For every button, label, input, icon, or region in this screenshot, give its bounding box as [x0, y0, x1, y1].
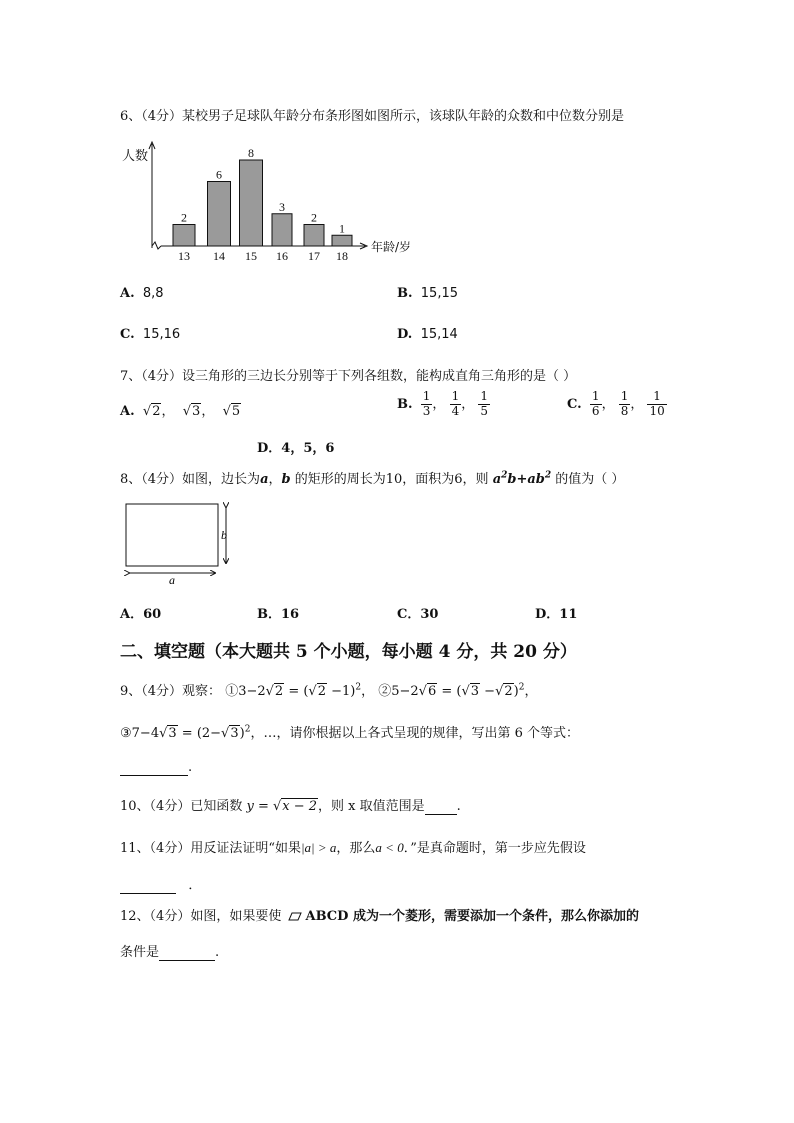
bar-17 — [304, 225, 324, 247]
q7-c-fraction-2: $\frac{1}{8}$ — [620, 389, 629, 418]
q12-condition-label: 条件是 — [120, 945, 160, 960]
q6-number: 6、（4分） — [120, 109, 183, 124]
q11-blank[interactable] — [120, 878, 176, 894]
q7-option-c[interactable]: C. $\frac{1}{6}$ ， $\frac{1}{8}$ ， $\frac{1}{10}$ — [567, 389, 665, 418]
q8-text-3: 的值为（ ） — [551, 472, 625, 487]
q9-observe: 观察： — [182, 684, 222, 699]
bar-value-label: 6 — [216, 167, 222, 182]
q7-a-radicand-3: 5 — [231, 404, 241, 419]
bar-18 — [332, 235, 352, 246]
q6-option-b-label: B. — [397, 286, 413, 301]
q7-option-a-label: A. — [120, 404, 135, 419]
age-bar-chart — [120, 138, 420, 266]
q8-option-a[interactable]: A．60 — [120, 607, 162, 622]
q7-a-radicand-1: 2 — [152, 404, 161, 419]
bar-value-label: 2 — [181, 210, 187, 225]
q9-blank[interactable] — [120, 760, 188, 776]
q6-stem — [120, 105, 624, 124]
q9-number: 9、（4分） — [120, 684, 183, 699]
x-tick-label: 14 — [213, 249, 225, 263]
rectangle-figure — [120, 498, 240, 588]
q7-c-fraction-1: $\frac{1}{6}$ — [591, 389, 600, 418]
q10-end: . — [456, 799, 461, 814]
q6-option-c-label: C. — [120, 327, 135, 342]
q7-text: 设三角形的三边长分别等于下列各组数，能构成直角三角形的是（ ） — [182, 369, 577, 384]
q7-option-d[interactable]: D．4，5，6 — [257, 441, 335, 456]
q10-function: y = √x − 2 — [246, 799, 318, 814]
q8-option-c[interactable]: C．30 — [397, 607, 439, 622]
q10-text-2: ，则 x 取值范围是 — [318, 799, 425, 814]
axis-break — [152, 242, 161, 249]
q12-number: 12、（4分） — [120, 909, 191, 924]
x-tick-label: 18 — [336, 249, 348, 263]
parallelogram-icon — [288, 912, 302, 921]
q7-stem — [120, 365, 576, 384]
q9-line-1: 9、（4分）观察： ①3−2√2 = $(√2 -1)^2$， ②5−2√6 = $(√3 -√2)^2$， — [120, 682, 538, 699]
q6-option-c-value: 15,16 — [142, 327, 181, 342]
q10-stem — [120, 795, 461, 815]
x-tick-label: 16 — [276, 249, 288, 263]
q10-blank[interactable] — [425, 799, 457, 815]
q6-option-c[interactable] — [120, 327, 180, 342]
q9-formula-2: ②5−2√6 = $(√3 -√2)^2$ — [378, 682, 525, 699]
q9-answer-line[interactable] — [120, 760, 192, 776]
q8-comma: ， — [268, 472, 282, 487]
q7-a-radicand-2: 3 — [192, 404, 201, 419]
bar-value-label: 1 — [339, 221, 345, 236]
q11-text-2: ，那么 — [336, 841, 376, 856]
bar-13 — [173, 225, 195, 247]
y-axis-label: 人数 — [122, 149, 149, 164]
q12-end: . — [215, 945, 220, 960]
q12-text-1: 如图，如果要使 — [190, 909, 282, 924]
q11-stem — [120, 837, 586, 856]
q10-text-1: 已知函数 — [190, 799, 247, 814]
q6-option-b-value: 15,15 — [420, 286, 458, 301]
q8-text-2: 的矩形的周长为10，面积为6，则 — [290, 472, 493, 487]
q7-option-c-label: C. — [567, 396, 582, 412]
q9-end: . — [188, 760, 193, 775]
q7-b-fraction-3: $\frac{1}{5}$ — [480, 389, 488, 418]
q6-option-a-label: A. — [120, 286, 135, 301]
q7-b-fraction-1: $\frac{1}{3}$ — [422, 389, 431, 418]
q11-end: ． — [188, 878, 202, 893]
q9-line-2 — [120, 722, 579, 741]
q7-option-a[interactable]: A. √2， √3， √5 — [120, 404, 241, 419]
q6-option-a-value: 8,8 — [142, 286, 164, 301]
q7-c-fraction-3: $\frac{1}{10}$ — [649, 389, 665, 418]
x-tick-label: 17 — [308, 249, 320, 263]
q6-option-d-value: 15,14 — [420, 327, 458, 342]
q6-option-a[interactable] — [120, 286, 164, 301]
x-axis-label: 年龄/岁 — [371, 240, 412, 254]
q8-var-a: a — [260, 472, 269, 487]
rectangle — [126, 504, 218, 566]
x-tick-label: 15 — [245, 249, 257, 263]
q12-line-2 — [120, 941, 219, 961]
q11-number: 11、（4分） — [120, 841, 191, 856]
label-a: a — [169, 573, 175, 587]
q10-number: 10、（4分） — [120, 799, 191, 814]
q6-option-d-label: D. — [397, 327, 413, 342]
q9-instruction: ，…，请你根据以上各式呈现的规律，写出第 6 个等式： — [250, 726, 579, 741]
x-tick-label: 13 — [178, 249, 190, 263]
q9-formula-1: ①3−2√2 = $(√2 -1)^2$ — [225, 682, 362, 699]
q8-var-b: b — [281, 472, 291, 487]
q11-answer-line[interactable] — [120, 874, 201, 894]
q8-number: 8、（4分） — [120, 472, 183, 487]
bar-value-label: 8 — [248, 146, 254, 160]
q12-blank[interactable] — [159, 945, 215, 961]
q8-option-b[interactable]: B．16 — [257, 607, 300, 622]
q6-option-b[interactable] — [397, 286, 458, 301]
q11-condition: |a| > a — [300, 840, 337, 855]
bar-value-label: 2 — [311, 210, 317, 225]
bar-16 — [272, 214, 292, 246]
q11-text-3: ．”是真命题时，第一步应先假设 — [403, 841, 586, 856]
q8-stem — [120, 468, 624, 487]
q8-option-d[interactable]: D．11 — [535, 607, 578, 622]
q12-text-2: ABCD 成为一个菱形，需要添加一个条件，那么你添加的 — [305, 909, 639, 924]
q9-formula-3: ③7−4√3 = $(2-√3)^2$ — [120, 724, 251, 741]
section-heading: 二、填空题（本大题共 5 个小题，每小题 4 分，共 20 分） — [120, 642, 577, 662]
bar-value-label: 3 — [279, 199, 285, 214]
label-b: b — [221, 528, 227, 542]
q7-option-b[interactable]: B. $\frac{1}{3}$ ， $\frac{1}{4}$ ， $\frac{1}{5}$ — [397, 389, 488, 418]
q6-option-d[interactable] — [397, 327, 458, 342]
q7-b-fraction-2: $\frac{1}{4}$ — [451, 389, 460, 418]
q11-text-1: 用反证法证明“如果 — [190, 841, 301, 856]
q7-number: 7、（4分） — [120, 369, 183, 384]
q11-conclusion: a < 0 — [375, 840, 404, 855]
q12-stem — [120, 905, 639, 924]
q6-text: 某校男子足球队年龄分布条形图如图所示，该球队年龄的众数和中位数分别是 — [182, 109, 625, 124]
bar-14 — [208, 182, 231, 247]
bar-15 — [240, 160, 263, 246]
q8-text-1: 如图，边长为 — [182, 472, 261, 487]
q8-expression: $a^2b+ab^2$ — [492, 470, 552, 487]
q7-option-b-label: B. — [397, 396, 413, 412]
